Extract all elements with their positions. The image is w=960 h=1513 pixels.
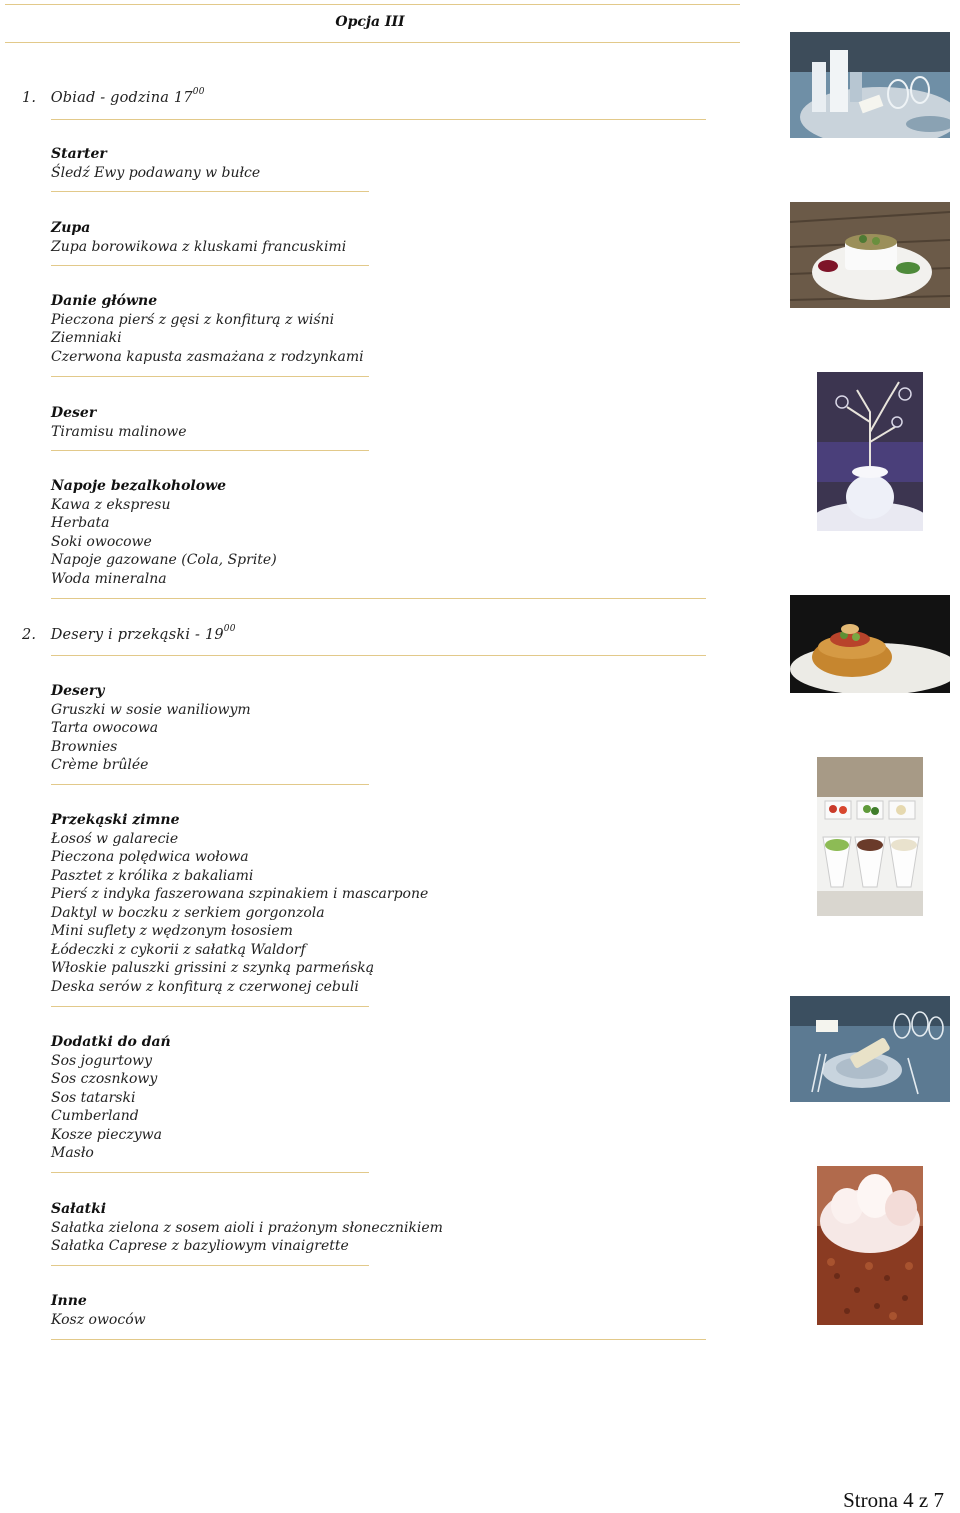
group-deser <box>51 404 187 441</box>
menu-item: Crème brûlée <box>51 757 149 773</box>
menu-item: Masło <box>51 1145 94 1161</box>
menu-item: Napoje gazowane (Cola, Sprite) <box>51 552 277 568</box>
menu-item: Brownies <box>51 738 118 755</box>
group-heading: Deser <box>51 405 97 421</box>
menu-item: Herbata <box>51 515 110 531</box>
group-inne <box>51 1292 146 1329</box>
menu-item: Sos jogurtowy <box>51 1052 153 1069</box>
group-rule <box>51 265 369 266</box>
group-starter <box>51 145 260 182</box>
group-dodatki <box>51 1033 171 1163</box>
menu-item: Sos czosnkowy <box>51 1071 158 1087</box>
group-salatki <box>51 1200 443 1256</box>
menu-item: Pieczona pierś z gęsi z konfiturą z wiśni <box>51 311 335 328</box>
cupcake-photo <box>817 1166 923 1325</box>
menu-item: Śledź Ewy podawany w bułce <box>51 164 261 181</box>
section-2-number: 2. <box>22 627 37 643</box>
group-desery <box>51 682 251 775</box>
menu-item: Woda mineralna <box>51 570 167 587</box>
menu-item: Gruszki w sosie waniliowym <box>51 701 251 718</box>
group-rule <box>51 784 369 785</box>
menu-item: Łosoś w galarecie <box>51 830 179 847</box>
menu-item: Sałatka Caprese z bazyliowym vinaigrette <box>51 1238 349 1254</box>
menu-item: Pierś z indyka faszerowana szpinakiem i mascarpone <box>51 886 429 902</box>
menu-item: Kosz owoców <box>51 1311 146 1328</box>
menu-item: Zupa borowikowa z kluskami francuskimi <box>51 238 347 255</box>
group-przekaski-zimne <box>51 811 428 996</box>
group-rule <box>51 376 369 377</box>
section-1-title: Obiad - godzina 17 <box>50 90 193 106</box>
page-number: Strona 4 z 7 <box>843 1488 944 1512</box>
menu-item: Pasztet z królika z bakaliami <box>51 867 254 884</box>
section-end-rule <box>51 1339 706 1340</box>
menu-item: Tarta owocowa <box>51 720 159 736</box>
group-zupa <box>51 219 346 256</box>
menu-item: Czerwona kapusta zasmażana z rodzynkami <box>51 348 364 365</box>
section-2-rule <box>51 655 706 656</box>
group-rule <box>51 1265 369 1266</box>
menu-item: Łódeczki z cykorii z sałatką Waldorf <box>51 941 306 958</box>
section-2-time-sup: 00 <box>223 624 236 634</box>
centerpiece-photo <box>817 372 923 531</box>
group-heading: Sałatki <box>51 1201 107 1217</box>
group-heading: Dodatki do dań <box>51 1034 171 1050</box>
menu-item: Mini suflety z wędzonym łososiem <box>51 923 293 939</box>
menu-item: Sos tatarski <box>51 1089 136 1106</box>
menu-item: Ziemniaki <box>51 330 122 346</box>
section-2-heading <box>22 624 236 643</box>
group-heading: Starter <box>51 146 107 162</box>
section-end-rule <box>51 598 706 599</box>
group-rule <box>51 1006 369 1007</box>
group-heading: Zupa <box>51 220 91 236</box>
vol-au-vent-photo <box>790 595 950 693</box>
group-rule <box>51 191 369 192</box>
group-rule <box>51 1172 369 1173</box>
menu-item: Kawa z ekspresu <box>51 496 171 513</box>
place-setting-photo <box>790 996 950 1102</box>
group-heading: Przekąski zimne <box>51 812 180 828</box>
section-1-number: 1. <box>22 90 37 106</box>
section-1-rule <box>51 119 706 120</box>
group-napoje <box>51 477 277 588</box>
group-heading: Inne <box>51 1293 87 1309</box>
title-rule <box>5 42 740 43</box>
buffet-photo <box>817 757 923 916</box>
group-heading: Danie główne <box>51 293 158 309</box>
menu-item: Sałatka zielona z sosem aioli i prażonym słonecznikiem <box>51 1219 443 1236</box>
menu-item: Tiramisu malinowe <box>51 423 187 440</box>
menu-item: Kosze pieczywa <box>51 1126 162 1143</box>
menu-item: Daktyl w boczku z serkiem gorgonzola <box>51 904 325 921</box>
menu-item: Deska serów z konfiturą z czerwonej cebuli <box>51 978 359 995</box>
appetizer-bowl-photo <box>790 202 950 308</box>
menu-item: Cumberland <box>51 1108 139 1124</box>
section-2-title: Desery i przekąski - 19 <box>50 627 224 643</box>
group-danie-glowne <box>51 292 364 366</box>
group-heading: Desery <box>51 683 105 699</box>
menu-item: Soki owocowe <box>51 533 152 550</box>
group-heading: Napoje bezalkoholowe <box>51 478 227 494</box>
section-1-time-sup: 00 <box>192 87 205 97</box>
section-1-heading <box>22 87 205 106</box>
top-rule <box>5 4 740 5</box>
menu-item: Pieczona polędwica wołowa <box>51 849 249 865</box>
group-rule <box>51 450 369 451</box>
page-title: Opcja III <box>335 14 405 30</box>
table-setting-photo <box>790 32 950 138</box>
menu-item: Włoskie paluszki grissini z szynką parmeńską <box>51 960 375 976</box>
